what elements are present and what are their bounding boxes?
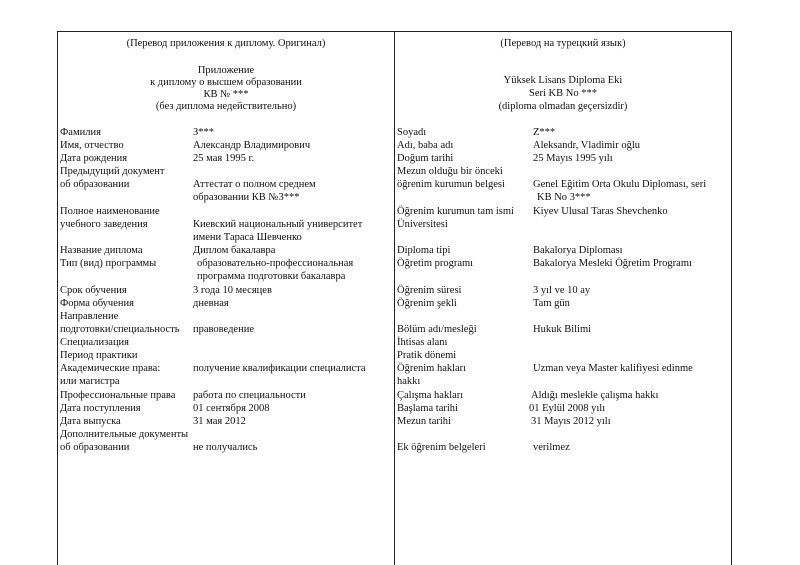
- right-value-surname: Z***: [533, 127, 556, 138]
- left-label-institution: Полное наименование: [60, 206, 160, 217]
- left-value-birth: 25 мая 1995 г.: [193, 153, 255, 164]
- left-label-practice: Период практики: [60, 350, 138, 361]
- left-label-direction: Направление: [60, 311, 119, 322]
- left-title-4: (без диплома недействительно): [155, 101, 297, 112]
- right-value-study-form: Tam gün: [533, 298, 570, 309]
- left-label-professional-rights: Профессиональные права: [60, 390, 176, 401]
- left-value-name: Александр Владимирович: [193, 140, 311, 151]
- left-label-diploma-name: Название диплома: [60, 245, 143, 256]
- right-label-graduation-date: Mezun tarihi: [397, 416, 451, 427]
- left-value-surname: З***: [193, 127, 215, 138]
- left-label-direction-2: подготовки/специальность: [60, 324, 180, 335]
- left-label-extra-docs: Дополнительные документы: [60, 429, 189, 440]
- left-value-duration: 3 года 10 месяцев: [193, 285, 272, 296]
- left-title-3: КВ № ***: [203, 89, 249, 100]
- left-value-extra-docs: не получались: [193, 442, 258, 453]
- right-value-prev-doc: Genel Eğitim Orta Okulu Diploması, seri: [533, 179, 707, 190]
- right-title-3: (diploma olmadan geçersizdir): [498, 101, 628, 112]
- left-value-direction: правоведение: [193, 324, 254, 335]
- right-label-study-form: Öğrenim şekli: [397, 298, 457, 309]
- right-label-diploma-type: Diploma tipi: [397, 245, 451, 256]
- right-title-1: Yüksek Lisans Diploma Eki: [503, 75, 623, 86]
- right-value-program: Bakalorya Mesleki Öğretim Programı: [533, 258, 692, 269]
- left-label-specialization: Специализация: [60, 337, 130, 348]
- left-value-diploma-name: Диплом бакалавра: [193, 245, 276, 256]
- left-value-prev-doc: Аттестат о полном среднем: [193, 179, 316, 190]
- right-label-prev-doc-2: öğrenim kurumun belgesi: [397, 179, 505, 190]
- left-label-duration: Срок обучения: [60, 285, 127, 296]
- right-label-institution: Öğrenim kurumun tam ismi: [397, 206, 514, 217]
- right-label-birth: Doğum tarihi: [397, 153, 454, 164]
- right-header: (Перевод на турецкий язык): [500, 38, 626, 49]
- right-label-study-rights-2: hakkı: [397, 376, 421, 387]
- right-value-institution: Kiyev Ulusal Taras Shevchenko: [533, 206, 668, 217]
- left-label-birth: Дата рождения: [60, 153, 128, 164]
- left-label-institution-2: учебного заведения: [60, 219, 148, 230]
- right-label-name: Adı, baba adı: [397, 140, 454, 151]
- right-label-practice: Pratik dönemi: [397, 350, 457, 361]
- left-label-prev-doc: Предыдущий документ: [60, 166, 165, 177]
- left-value-academic-rights: получение квалификации специалиста: [193, 363, 366, 374]
- right-label-duration: Öğrenim süresi: [397, 285, 462, 296]
- right-label-study-rights: Öğrenim hakları: [397, 363, 467, 374]
- left-value-study-form: дневная: [193, 298, 229, 309]
- right-label-extra-docs: Ek öğrenim belgeleri: [397, 442, 486, 453]
- left-label-academic-rights-2: или магистра: [60, 376, 120, 387]
- left-value-program-type: образовательно-профессиональная: [197, 258, 354, 269]
- right-value-graduation-date: 31 Mayıs 2012 yılı: [531, 416, 611, 427]
- left-value-institution: Киевский национальный университет: [193, 219, 363, 230]
- left-value-program-type-2: программа подготовки бакалавра: [197, 271, 346, 282]
- right-value-birth: 25 Mayıs 1995 yılı: [533, 153, 613, 164]
- right-value-work-rights: Aldığı meslekle çalışma hakkı: [531, 390, 659, 401]
- left-value-prev-doc-2: образовании КВ №3***: [193, 192, 300, 203]
- left-label-study-form: Форма обучения: [60, 298, 134, 309]
- right-label-surname: Soyadı: [397, 127, 427, 138]
- left-label-extra-docs-2: об образовании: [60, 442, 130, 453]
- right-value-duration: 3 yıl ve 10 ay: [533, 285, 591, 296]
- right-value-name: Aleksandr, Vladimir oğlu: [533, 140, 640, 151]
- right-label-specialization: İhtisas alanı: [397, 337, 448, 348]
- left-label-name: Имя, отчество: [60, 140, 124, 151]
- left-label-start-date: Дата поступления: [60, 403, 141, 414]
- right-title-2: Seri KB No ***: [529, 88, 597, 99]
- left-label-program-type: Тип (вид) программы: [60, 258, 157, 269]
- right-label-start-date: Başlama tarihi: [397, 403, 458, 414]
- left-title-2: к диплому о высшем образовании: [150, 77, 302, 88]
- right-label-prev-doc: Mezun olduğu bir önceki: [397, 166, 503, 177]
- right-value-extra-docs: verilmez: [533, 442, 570, 453]
- left-title-1: Приложение: [197, 65, 255, 76]
- left-value-institution-2: имени Тараса Шевченко: [193, 232, 302, 243]
- left-label-prev-doc-2: об образовании: [60, 179, 130, 190]
- right-value-study-rights: Uzman veya Master kalifiyesi edinme: [533, 363, 693, 374]
- left-label-surname: Фамилия: [60, 127, 101, 138]
- right-value-start-date: 01 Eylül 2008 yılı: [529, 403, 606, 414]
- left-value-professional-rights: работа по специальности: [193, 390, 306, 401]
- left-label-graduation-date: Дата выпуска: [60, 416, 121, 427]
- left-value-graduation-date: 31 мая 2012: [193, 416, 246, 427]
- right-value-prev-doc-2: KB No 3***: [537, 192, 591, 203]
- right-value-department: Hukuk Bilimi: [533, 324, 592, 335]
- right-label-work-rights: Çalışma hakları: [397, 390, 464, 401]
- right-value-diploma-type: Bakalorya Diploması: [533, 245, 623, 256]
- right-label-institution-2: Üniversitesi: [397, 219, 448, 230]
- left-header: (Перевод приложения к диплому. Оригинал): [126, 38, 326, 49]
- right-label-program: Öğretim programı: [397, 258, 474, 269]
- right-label-department: Bölüm adı/mesleği: [397, 324, 477, 335]
- left-value-start-date: 01 сентября 2008: [193, 403, 270, 414]
- left-label-academic-rights: Академические права:: [60, 363, 161, 374]
